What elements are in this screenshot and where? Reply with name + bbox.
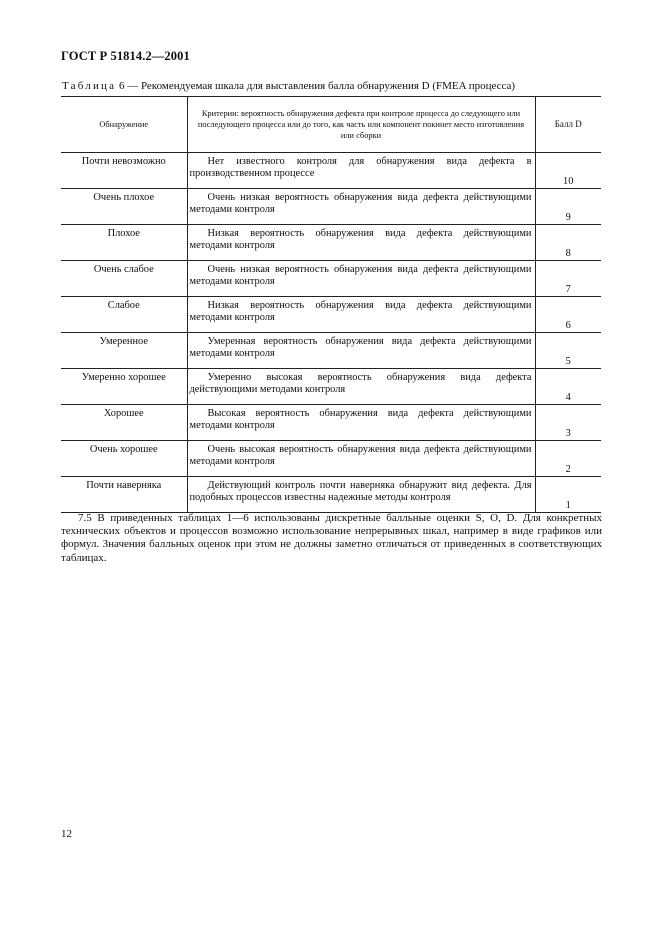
table-row (61, 225, 601, 261)
table-row (61, 441, 601, 477)
table-row (61, 261, 601, 297)
table-row (61, 405, 601, 441)
score-cell: 1 (535, 477, 601, 513)
table-row (61, 477, 601, 513)
table-header-row (61, 97, 601, 153)
score-cell: 10 (535, 153, 601, 189)
criteria-cell: Низкая вероятность обнаружения вида дефекта действующими методами контроля (187, 297, 535, 333)
detection-cell: Умеренно хорошее (61, 369, 187, 405)
criteria-cell: Умеренно высокая вероятность обнаружения вида дефекта действующими методами контроля (187, 369, 535, 405)
document-header: ГОСТ Р 51814.2—2001 (61, 49, 190, 63)
detection-scale-table (61, 96, 601, 513)
score-cell: 7 (535, 261, 601, 297)
column-header-score: Балл D (535, 97, 601, 153)
criteria-cell: Низкая вероятность обнаружения вида дефекта действующими методами контроля (187, 225, 535, 261)
score-cell: 4 (535, 369, 601, 405)
score-cell: 3 (535, 405, 601, 441)
table-row (61, 189, 601, 225)
detection-cell: Слабое (61, 297, 187, 333)
table-caption (62, 80, 515, 92)
criteria-cell: Очень низкая вероятность обнаружения вида дефекта действующими методами контроля (187, 261, 535, 297)
criteria-cell: Действующий контроль почти наверняка обнаружит вид дефекта. Для подобных процессов известны надежные методы контроля (187, 477, 535, 513)
criteria-cell: Нет известного контроля для обнаружения вида дефекта в производственном процессе (187, 153, 535, 189)
criteria-cell: Очень высокая вероятность обнаружения вида дефекта действующими методами контроля (187, 441, 535, 477)
score-cell: 8 (535, 225, 601, 261)
score-cell: 9 (535, 189, 601, 225)
table-caption-label: Таблица (62, 80, 117, 92)
criteria-cell: Высокая вероятность обнаружения вида дефекта действующими методами контроля (187, 405, 535, 441)
criteria-cell: Умеренная вероятность обнаружения вида дефекта действующими методами контроля (187, 333, 535, 369)
column-header-detection: Обнаружение (61, 97, 187, 153)
score-cell: 2 (535, 441, 601, 477)
detection-cell: Очень плохое (61, 189, 187, 225)
detection-cell: Очень слабое (61, 261, 187, 297)
criteria-cell: Очень низкая вероятность обнаружения вида дефекта действующими методами контроля (187, 189, 535, 225)
score-cell: 5 (535, 333, 601, 369)
table-caption-text: 6 — Рекомендуемая шкала для выставления балла обнаружения D (FMEA процесса) (118, 80, 516, 92)
table-row (61, 369, 601, 405)
detection-cell: Хорошее (61, 405, 187, 441)
section-7-5-paragraph: 7.5 В приведенных таблицах 1—6 использованы дискретные балльные оценки S, O, D. Для конкретных технических объектов и процессов возможно использование непрерывных шкал, например в виде графиков или формул. Значения балльных оценок при этом не должны заметно отличаться от приведенных в соответствующих таблицах. (61, 512, 602, 564)
table-row (61, 297, 601, 333)
detection-cell: Очень хорошее (61, 441, 187, 477)
detection-cell: Умеренное (61, 333, 187, 369)
detection-cell: Плохое (61, 225, 187, 261)
detection-cell: Почти наверняка (61, 477, 187, 513)
column-header-criteria: Критерии: вероятность обнаружения дефекта при контроле процесса до следующего или последующего процесса или до того, как часть или компонент покинет место изготовления или сборки (187, 97, 535, 153)
table-row (61, 333, 601, 369)
detection-cell: Почти невозможно (61, 153, 187, 189)
score-cell: 6 (535, 297, 601, 333)
table-row (61, 153, 601, 189)
page-number: 12 (61, 828, 72, 840)
